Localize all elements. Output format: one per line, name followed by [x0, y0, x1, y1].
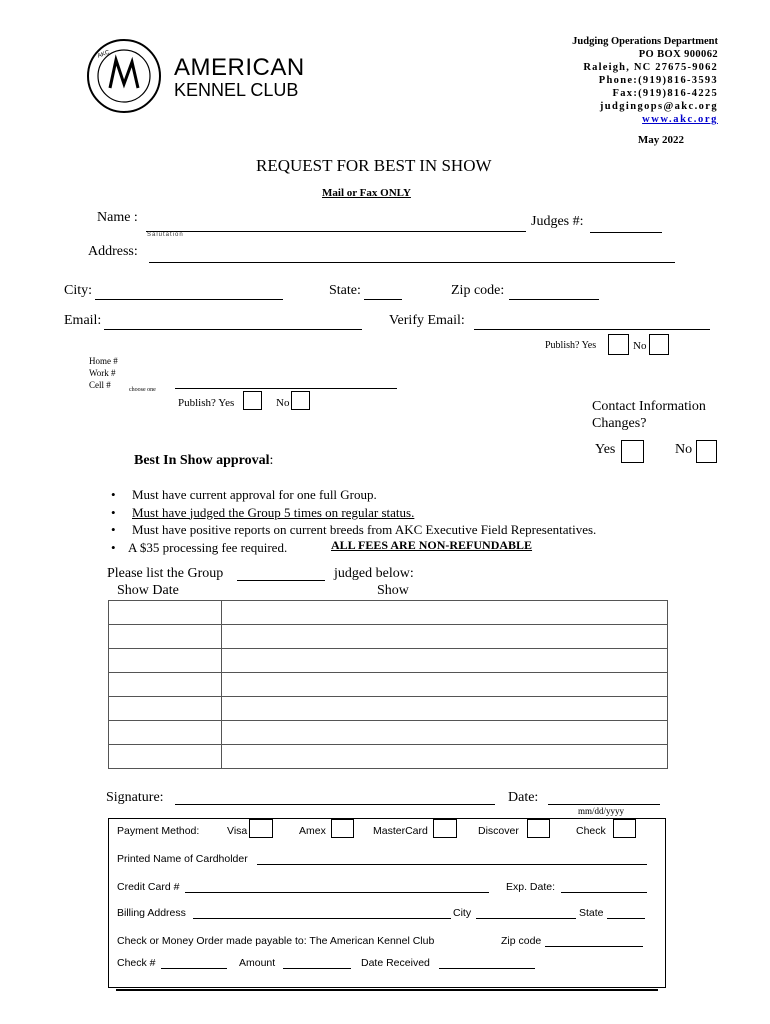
amex-label: Amex: [299, 825, 326, 837]
contact-changes-no-label: No: [675, 442, 693, 457]
page-title: REQUEST FOR BEST IN SHOW: [256, 156, 492, 175]
show-list-table: [108, 600, 668, 769]
contact-changes-no-checkbox[interactable]: [696, 440, 717, 463]
show-cell[interactable]: [222, 745, 668, 769]
billing-zip-field[interactable]: [545, 946, 643, 947]
phone-publish-no-checkbox[interactable]: [291, 391, 310, 410]
signature-date-field[interactable]: [548, 804, 660, 805]
amount-label: Amount: [239, 957, 276, 969]
show-cell[interactable]: [222, 601, 668, 625]
fees-note: ALL FEES ARE NON-REFUNDABLE: [331, 538, 533, 552]
date-received-label: Date Received: [361, 957, 430, 969]
billing-address-field[interactable]: [193, 918, 451, 919]
table-row: [109, 697, 668, 721]
verify-email-field[interactable]: [474, 329, 710, 330]
amount-field[interactable]: [283, 968, 351, 969]
akc-seal-icon: [84, 38, 168, 118]
verify-email-label: Verify Email:: [389, 313, 465, 328]
logo-line2: KENNEL CLUB: [174, 80, 299, 100]
group-field[interactable]: [237, 580, 325, 581]
date-received-field[interactable]: [439, 968, 535, 969]
show-cell[interactable]: [222, 649, 668, 673]
svg-text:AKC: AKC: [96, 49, 111, 60]
header-phone: Phone:(919)816-3593: [598, 75, 718, 86]
phone-publish-yes-checkbox[interactable]: [243, 391, 262, 410]
table-row: [109, 601, 668, 625]
discover-checkbox[interactable]: [527, 819, 550, 838]
billing-city-field[interactable]: [476, 918, 576, 919]
date-format-hint: mm/dd/yyyy: [578, 806, 625, 816]
zip-label: Zip code:: [451, 283, 505, 298]
mastercard-checkbox[interactable]: [433, 819, 457, 838]
logo-line1: AMERICAN: [174, 54, 305, 81]
city-field[interactable]: [95, 299, 283, 300]
list-item: • Must have current approval for one full Group.: [108, 486, 596, 504]
check-checkbox[interactable]: [613, 819, 636, 838]
city-label: City:: [64, 283, 93, 298]
exp-date-field[interactable]: [561, 892, 647, 893]
contact-changes-yes-label: Yes: [595, 442, 616, 457]
contact-changes-yes-checkbox[interactable]: [621, 440, 644, 463]
billing-state-field[interactable]: [607, 918, 645, 919]
list-item: • Must have judged the Group 5 times on regular status.: [108, 504, 596, 522]
address-field[interactable]: [149, 262, 675, 263]
check-number-field[interactable]: [161, 968, 227, 969]
table-row: [109, 649, 668, 673]
exp-date-label: Exp. Date:: [506, 881, 556, 893]
header-department: Judging Operations Department: [572, 36, 718, 47]
home-phone-label: Home #: [89, 356, 118, 366]
billing-zip-label: Zip code: [501, 935, 542, 947]
approval-heading-colon: :: [269, 453, 274, 468]
email-publish-yes-label: Publish? Yes: [545, 340, 597, 351]
header-email[interactable]: judgingops@akc.org: [599, 101, 718, 112]
table-row: [109, 625, 668, 649]
footer-divider: [116, 989, 658, 991]
contact-changes-label-1: Contact Information: [592, 399, 706, 414]
payment-method-label: Payment Method:: [117, 825, 200, 837]
email-field[interactable]: [104, 329, 362, 330]
show-cell[interactable]: [222, 673, 668, 697]
header-fax: Fax:(919)816-4225: [612, 88, 718, 99]
cardholder-field[interactable]: [257, 864, 647, 865]
email-label: Email:: [64, 313, 102, 328]
check-label: Check: [576, 825, 606, 837]
judges-number-label: Judges #:: [531, 214, 584, 229]
judges-number-field[interactable]: [590, 232, 662, 233]
salutation-hint: Salutation: [147, 232, 184, 238]
signature-date-label: Date:: [508, 790, 539, 805]
table-row: [109, 745, 668, 769]
table-row: [109, 673, 668, 697]
email-publish-yes-checkbox[interactable]: [608, 334, 629, 355]
show-date-cell[interactable]: [109, 649, 222, 673]
credit-card-field[interactable]: [185, 892, 489, 893]
show-date-cell[interactable]: [109, 697, 222, 721]
work-phone-label: Work #: [89, 368, 116, 378]
signature-label: Signature:: [106, 790, 164, 805]
page-subtitle: Mail or Fax ONLY: [322, 187, 411, 199]
zip-field[interactable]: [509, 299, 599, 300]
payable-note: Check or Money Order made payable to: The American Kennel Club: [117, 935, 435, 947]
akc-logo: [84, 38, 305, 118]
table-row: [109, 721, 668, 745]
visa-label: Visa: [227, 825, 248, 837]
address-label: Address:: [88, 244, 138, 259]
phone-field[interactable]: [175, 388, 397, 389]
show-date-cell[interactable]: [109, 673, 222, 697]
show-date-cell[interactable]: [109, 601, 222, 625]
phone-publish-yes-label: Publish? Yes: [178, 397, 235, 409]
check-number-label: Check #: [117, 957, 156, 969]
show-cell[interactable]: [222, 625, 668, 649]
show-date-cell[interactable]: [109, 745, 222, 769]
header-po-box: PO BOX 900062: [638, 49, 718, 60]
header-website-link[interactable]: www.akc.org: [642, 114, 718, 125]
show-cell[interactable]: [222, 697, 668, 721]
billing-state-label: State: [579, 907, 604, 919]
choose-one-hint: choose one: [129, 387, 156, 393]
approval-heading-text: Best In Show approval: [134, 453, 270, 468]
phone-publish-no-label: No: [276, 397, 290, 409]
name-label: Name :: [97, 210, 138, 225]
header-city: Raleigh, NC 27675-9062: [583, 62, 718, 73]
amex-checkbox[interactable]: [331, 819, 354, 838]
show-header: Show: [377, 583, 409, 598]
name-field[interactable]: [146, 231, 526, 232]
show-date-cell[interactable]: [109, 625, 222, 649]
fee-requirement-text: A $35 processing fee required.: [128, 539, 288, 555]
state-label: State:: [329, 283, 361, 298]
state-field[interactable]: [364, 299, 402, 300]
visa-checkbox[interactable]: [249, 819, 273, 838]
mastercard-label: MasterCard: [373, 825, 428, 837]
cell-phone-label: Cell #: [89, 380, 111, 390]
group-prompt-2: judged below:: [334, 566, 414, 581]
show-cell[interactable]: [222, 721, 668, 745]
list-item: • Must have positive reports on current breeds from AKC Executive Field Representatives.: [108, 521, 596, 539]
payment-section: [108, 818, 666, 988]
show-date-cell[interactable]: [109, 721, 222, 745]
group-prompt-1: Please list the Group: [107, 566, 224, 581]
approval-heading: [134, 453, 273, 469]
header-date: May 2022: [637, 134, 684, 146]
billing-city-label: City: [453, 907, 472, 919]
credit-card-label: Credit Card #: [117, 881, 180, 893]
show-date-header: Show Date: [117, 583, 179, 598]
signature-field[interactable]: [175, 804, 495, 805]
email-publish-no-label: No: [633, 340, 647, 352]
cardholder-label: Printed Name of Cardholder: [117, 853, 248, 865]
discover-label: Discover: [478, 825, 519, 837]
contact-changes-label-2: Changes?: [592, 416, 647, 431]
email-publish-no-checkbox[interactable]: [649, 334, 669, 355]
billing-address-label: Billing Address: [117, 907, 186, 919]
